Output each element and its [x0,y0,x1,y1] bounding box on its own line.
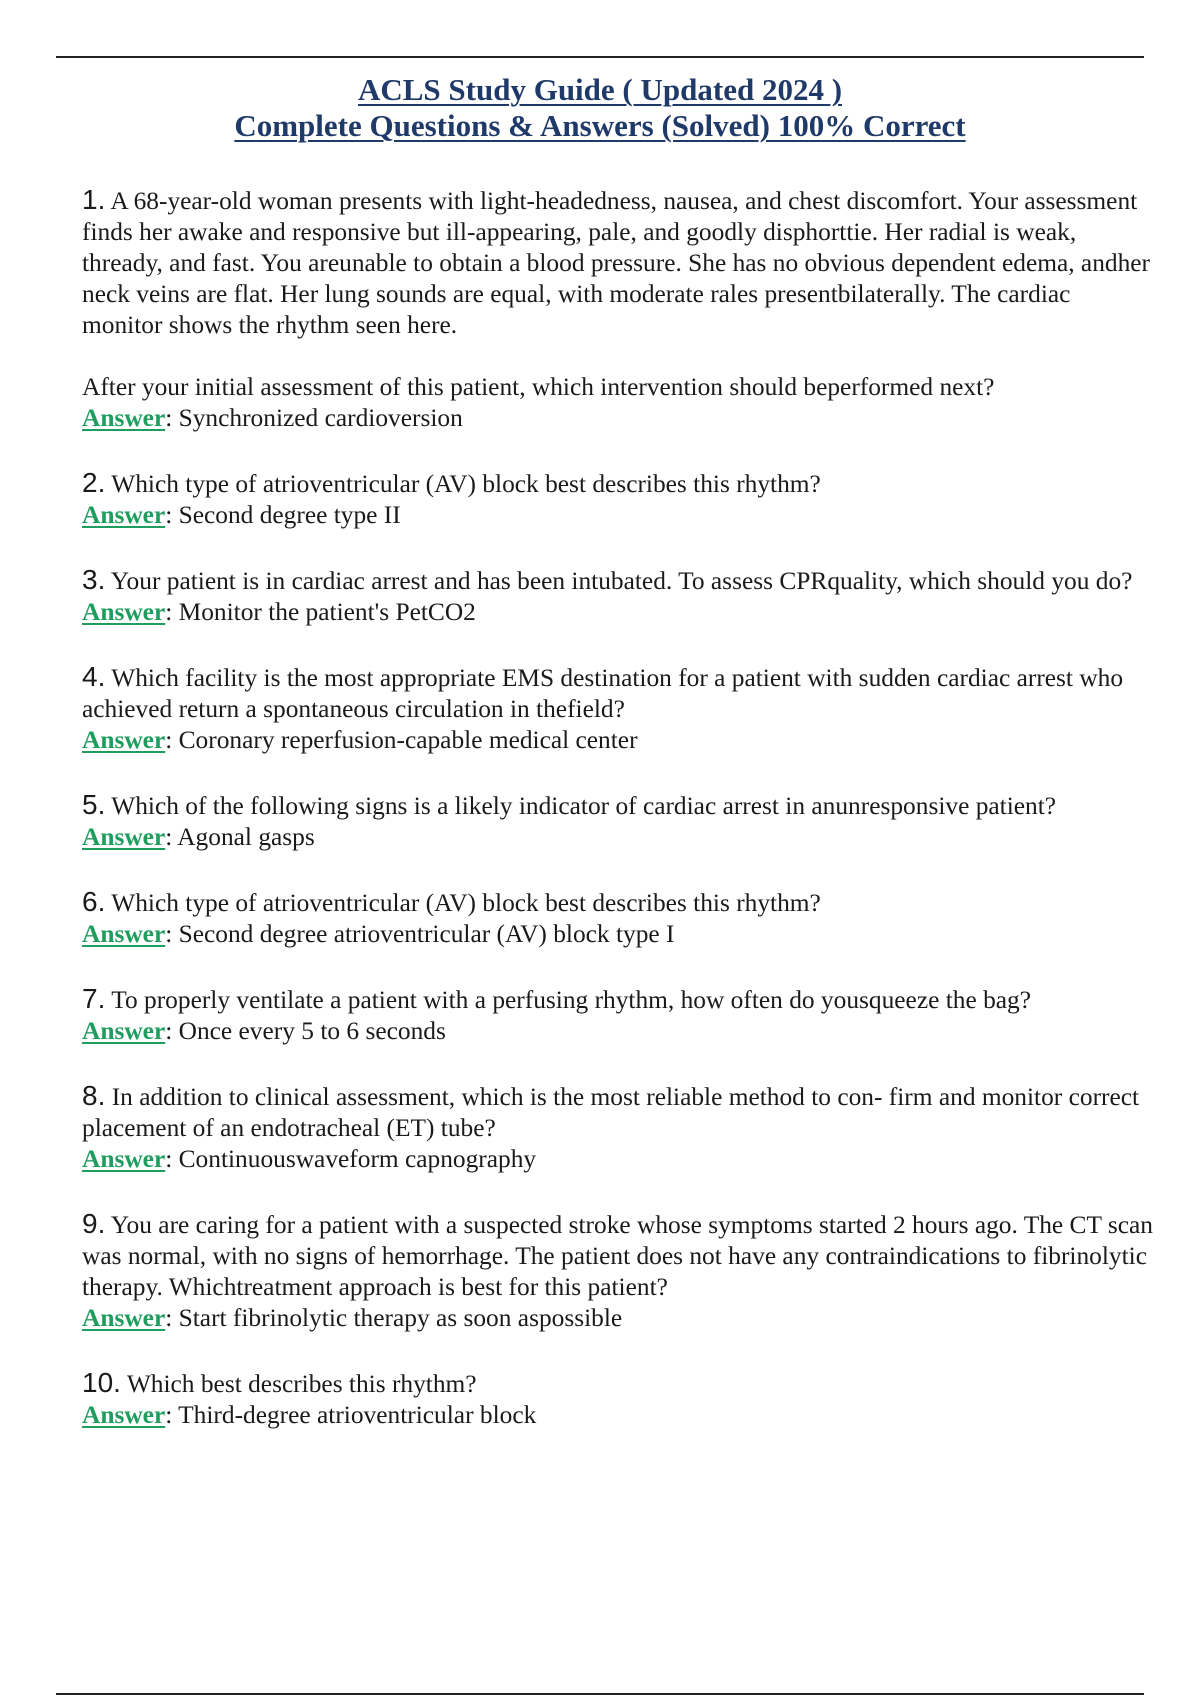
answer-text: : Monitor the patient's PetCO2 [165,598,476,626]
qa-list [82,184,1157,1464]
title-line-1: ACLS Study Guide ( Updated 2024 ) [357,72,843,107]
question-number: 9. [82,1208,106,1239]
answer-label: Answer [82,823,166,851]
answer-label: Answer [82,598,166,626]
question-item-2 [82,467,1157,531]
answer-text: : Third-degree atrioventricular block [165,1401,537,1429]
answer-text: : Once every 5 to 6 seconds [165,1017,446,1045]
question-followup: After your initial assessment of this patient, which intervention should beperformed next? [82,373,995,401]
question-text: You are caring for a patient with a suspected stroke whose symptoms started 2 hours ago. The CT scan was normal, with no signs of hemorrhage. The patient does not have any contraindications to fibrinolytic therapy. Whichtreatment approach is best for this patient? [82,1211,1153,1301]
answer-text: : Continuouswaveform capnography [165,1145,537,1173]
question-number: 8. [82,1080,106,1111]
question-item-3 [82,564,1157,628]
answer-text: : Coronary reperfusion-capable medical center [165,726,638,754]
document-title [0,72,1200,144]
question-item-10 [82,1367,1157,1431]
question-text: To properly ventilate a patient with a perfusing rhythm, how often do yousqueeze the bag? [111,986,1032,1014]
question-number: 1. [82,184,106,215]
question-text: Which type of atrioventricular (AV) block best describes this rhythm? [111,470,821,498]
title-line-2: Complete Questions & Answers (Solved) 100% Correct [234,108,966,143]
question-item-5 [82,789,1157,853]
question-number: 5. [82,789,106,820]
question-text: Which facility is the most appropriate EMS destination for a patient with sudden cardiac arrest who achieved return a spontaneous circulation in thefield? [82,664,1124,723]
answer-label: Answer [82,501,166,529]
answer-label: Answer [82,920,166,948]
question-item-8 [82,1080,1157,1175]
question-text: A 68-year-old woman presents with light-headedness, nausea, and chest discomfort. Your assessment finds her awake and responsive but ill-appearing, pale, and goodly disphorttie. Her radial is weak, thready, and fast. You areunable to obtain a blood pressure. She has no obvious dependent edema, andher neck veins are flat. Her lung sounds are equal, with moderate rales presentbilaterally. The cardiac monitor shows the rhythm seen here. [82,187,1151,339]
question-text: Which type of atrioventricular (AV) block best describes this rhythm? [111,889,821,917]
question-number: 2. [82,467,106,498]
question-item-4 [82,661,1157,756]
question-text: Which best describes this rhythm? [126,1370,477,1398]
answer-text: : Second degree type II [165,501,401,529]
answer-label: Answer [82,1017,166,1045]
bottom-divider [56,1693,1144,1695]
question-text: Which of the following signs is a likely indicator of cardiac arrest in anunresponsive patient? [111,792,1057,820]
answer-text: : Second degree atrioventricular (AV) block type I [165,920,675,948]
question-item-1 [82,184,1157,434]
answer-label: Answer [82,1145,166,1173]
question-item-6 [82,886,1157,950]
question-number: 3. [82,564,106,595]
answer-text: : Agonal gasps [165,823,315,851]
question-number: 6. [82,886,106,917]
question-number: 4. [82,661,106,692]
answer-text: : Start fibrinolytic therapy as soon aspossible [165,1304,623,1332]
question-item-9 [82,1208,1157,1334]
question-item-7 [82,983,1157,1047]
question-number: 7. [82,983,106,1014]
answer-text: : Synchronized cardioversion [165,404,463,432]
answer-label: Answer [82,1401,166,1429]
question-text: In addition to clinical assessment, which is the most reliable method to con- firm and monitor correct placement of an endotracheal (ET) tube? [82,1083,1140,1142]
answer-label: Answer [82,1304,166,1332]
question-number: 10. [82,1367,121,1398]
answer-label: Answer [82,726,166,754]
answer-label: Answer [82,404,166,432]
top-divider [56,56,1144,58]
question-text: Your patient is in cardiac arrest and has been intubated. To assess CPRquality, which should you do? [110,567,1133,595]
